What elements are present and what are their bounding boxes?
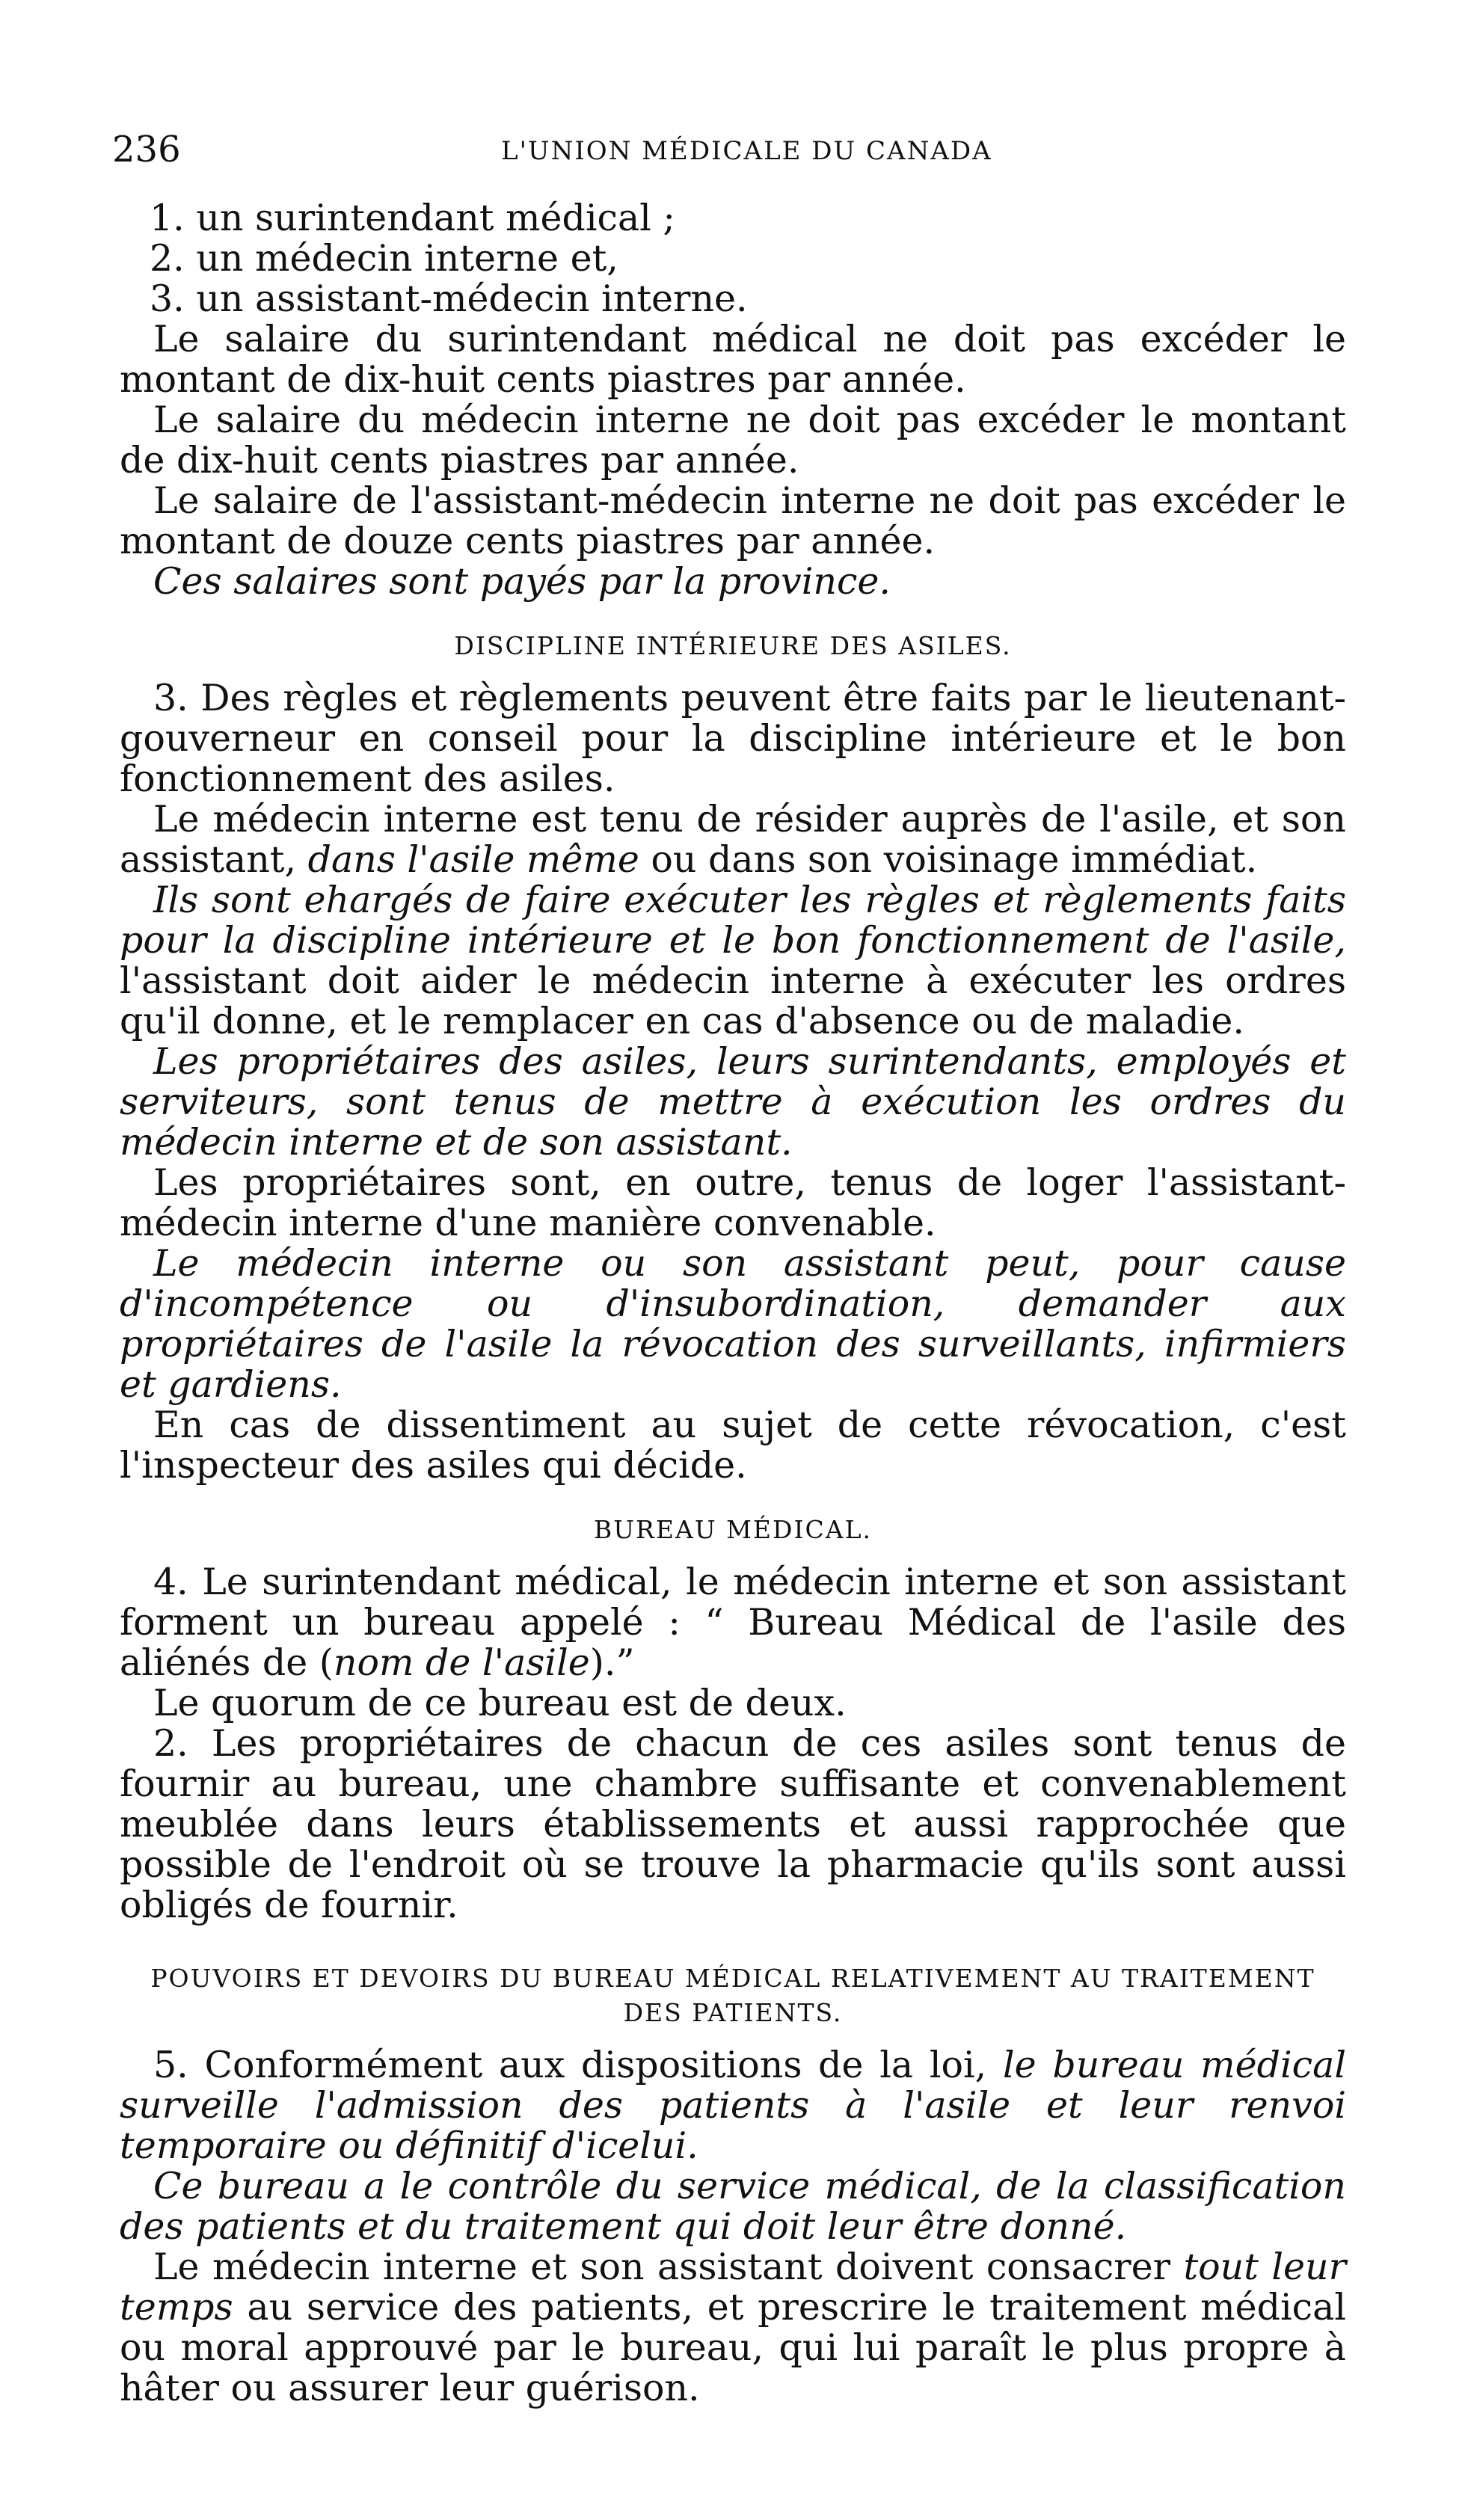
section-heading: [120, 1961, 1346, 2030]
list-item: 1. un surintendant médical ;: [150, 197, 675, 239]
list-item: 2. un médecin interne et,: [150, 237, 618, 280]
italic-run: tout leur temps: [120, 2246, 1347, 2329]
paragraph: [120, 1562, 1346, 1683]
paragraph: En cas de dissentiment au sujet de cette révocation, c'est l'inspecteur des asiles qui décide.: [120, 1404, 1346, 1487]
paragraph: Le médecin interne ou son assistant peut, pour cause d'incompétence ou d'insubordination, demander aux propriétaires de l'asile la révocation des surveillants, infirmiers et gardiens.: [120, 1242, 1346, 1406]
paragraph: 3. Des règles et règlements peuvent être faits par le lieutenant-gouverneur en conseil pour la discipline intérieure et le bon fonctionnement des asiles.: [120, 677, 1346, 800]
paragraph: Le salaire du médecin interne ne doit pas excéder le montant de dix-huit cents piastres par année.: [120, 399, 1346, 482]
text-run: ou dans son voisinage immédiat.: [639, 838, 1258, 881]
text-run: 5. Conformément aux dispositions de la loi,: [153, 2044, 1003, 2086]
text-run: Le médecin interne et son assistant doivent consacrer: [153, 2246, 1184, 2288]
running-title: L'UNION MÉDICALE DU CANADA: [501, 136, 992, 166]
text-run: Le médecin interne est tenu de résider auprès de l'asile, et son assistant,: [120, 798, 1346, 881]
paragraph: Ces salaires sont payés par la province.: [153, 560, 891, 603]
body-text: [120, 198, 1346, 2409]
paragraph: 2. Les propriétaires de chacun de ces asiles sont tenus de fournir au bureau, une chambre suffisante et convenablement meublée dans leurs établissements et aussi rapprochée que possible de l'endroit où se trouve la pharmacie qu'ils sont aussi obligés de fournir.: [120, 1722, 1346, 1926]
italic-run: dans l'asile même: [307, 838, 639, 881]
paragraph: [120, 2247, 1346, 2409]
paragraph: Le salaire de l'assistant-médecin interne ne doit pas excéder le montant de douze cents piastres par année.: [120, 479, 1346, 562]
page-header: [112, 129, 1039, 181]
heading-line: DES PATIENTS.: [623, 1998, 843, 2027]
text-run: l'assistant doit aider le médecin interne à exécuter les ordres qu'il donne, et le remplacer en cas d'absence ou de maladie.: [120, 959, 1346, 1042]
paragraph: [120, 799, 1346, 880]
italic-run: nom de l'asile: [333, 1641, 590, 1684]
text-run: 4. Le surintendant médical, le médecin interne et son assistant forment un bureau appelé : “ Bureau Médical de l'asile des aliénés de (: [120, 1561, 1346, 1684]
paragraph: Le salaire du surintendant médical ne doit pas excéder le montant de dix-huit cents piastres par année.: [120, 318, 1346, 401]
section-heading: BUREAU MÉDICAL.: [594, 1515, 872, 1544]
page-number: 236: [112, 129, 181, 170]
italic-run: le bureau médical surveille l'admission des patients à l'asile et leur renvoi temporaire ou définitif d'icelui.: [120, 2044, 1346, 2167]
paragraph: Ce bureau a le contrôle du service médical, de la classification des patients et du traitement qui doit leur être donné.: [120, 2165, 1346, 2248]
text-run: au service des patients, et prescrire le traitement médical ou moral approuvé par le bureau, qui lui paraît le plus propre à hâter ou assurer leur guérison.: [120, 2286, 1346, 2409]
paragraph: Les propriétaires sont, en outre, tenus de loger l'assistant- médecin interne d'une manière convenable.: [120, 1161, 1346, 1244]
paragraph: Le quorum de ce bureau est de deux.: [153, 1682, 847, 1724]
paragraph: [120, 2045, 1346, 2166]
section-heading: DISCIPLINE INTÉRIEURE DES ASILES.: [454, 631, 1012, 660]
paragraph: [120, 880, 1346, 1042]
list-item: 3. un assistant-médecin interne.: [150, 277, 748, 320]
italic-run: Ils sont ehargés de faire exécuter les règles et règlements faits pour la discipline intérieure et le bon fonctionnement de l'asile,: [120, 879, 1346, 962]
paragraph: Les propriétaires des asiles, leurs surintendants, employés et serviteurs, sont tenus de mettre à exécution les ordres du médecin interne et de son assistant.: [120, 1040, 1346, 1164]
text-run: ).”: [589, 1641, 635, 1684]
heading-line: POUVOIRS ET DEVOIRS DU BUREAU MÉDICAL RELATIVEMENT AU TRAITEMENT: [150, 1964, 1315, 1993]
